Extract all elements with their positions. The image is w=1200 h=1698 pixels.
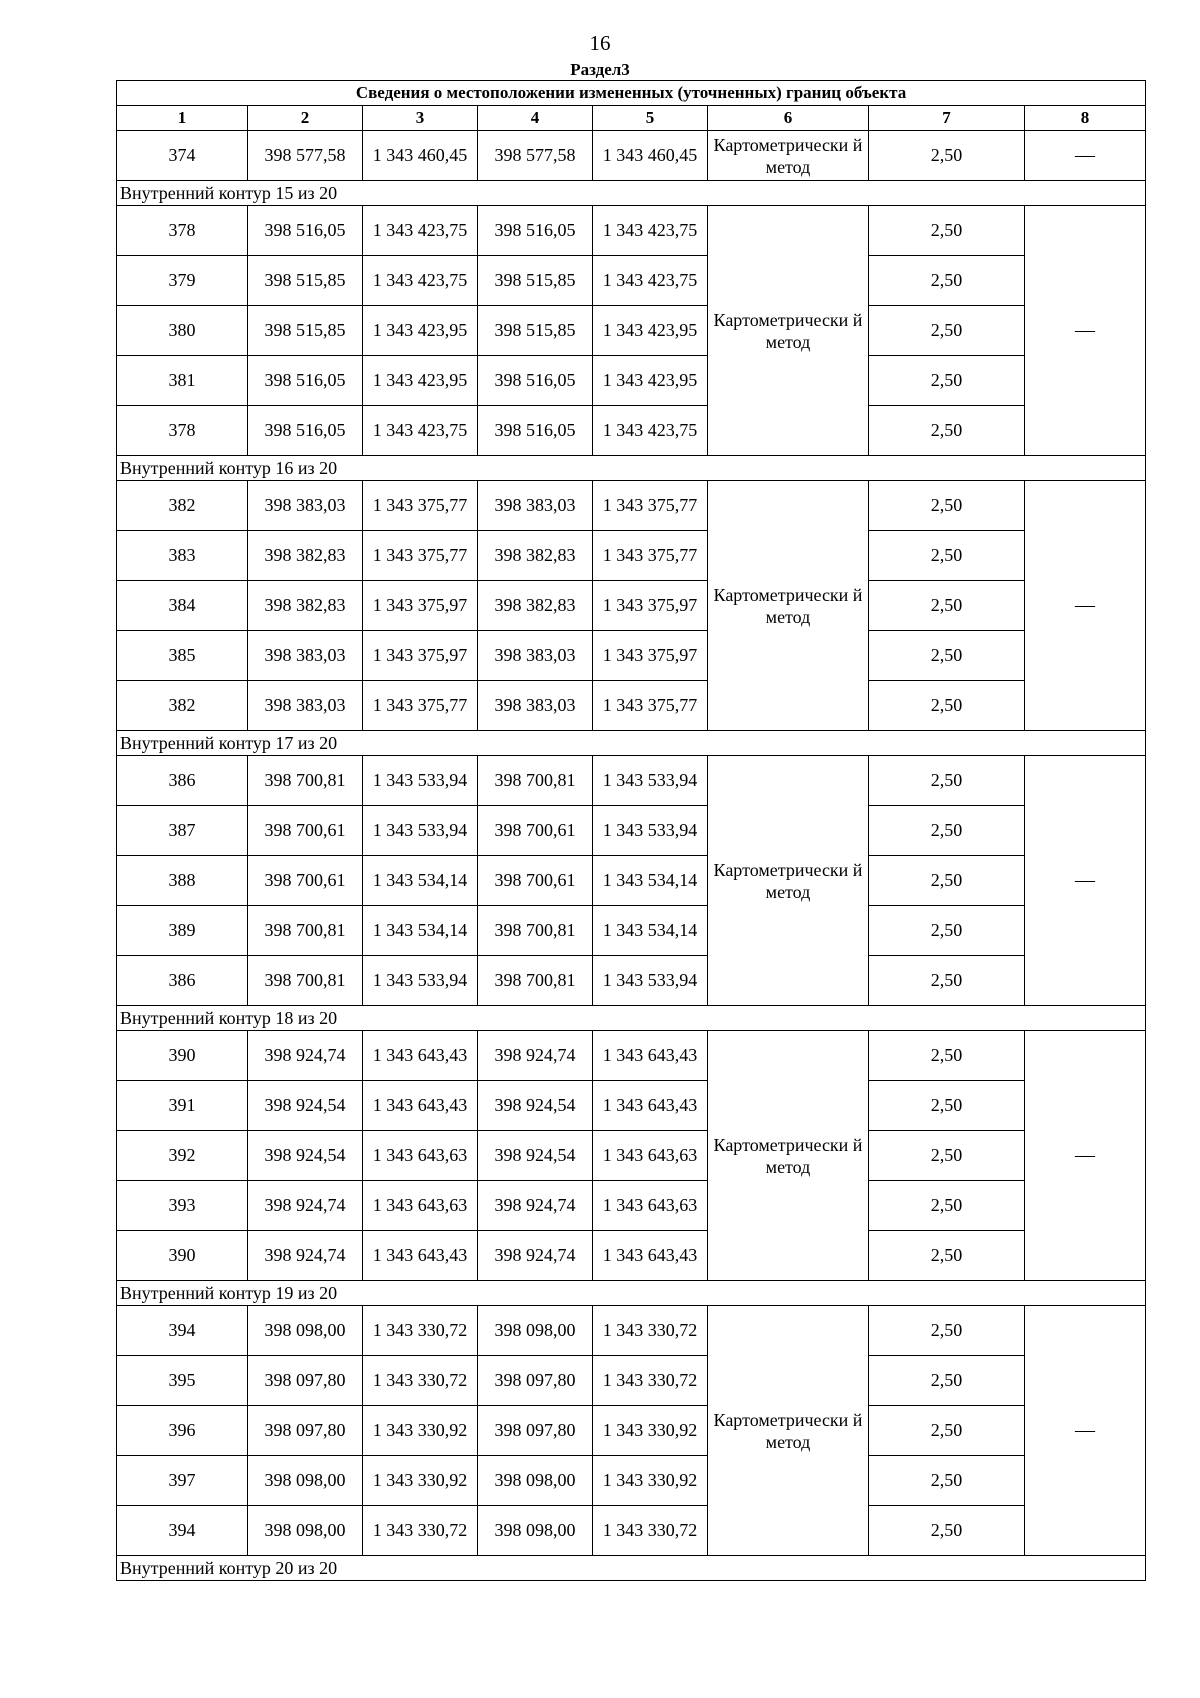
- accuracy-cell: 2,50: [869, 1406, 1025, 1456]
- accuracy-cell: 2,50: [869, 681, 1025, 731]
- coordinate-y: 1 343 375,77: [363, 531, 478, 581]
- coordinate-x: 398 924,74: [248, 1231, 363, 1281]
- point-number: 378: [117, 206, 248, 256]
- accuracy-cell: 2,50: [869, 581, 1025, 631]
- coordinate-x: 398 098,00: [478, 1506, 593, 1556]
- point-number: 391: [117, 1081, 248, 1131]
- point-number: 394: [117, 1306, 248, 1356]
- coordinate-x: 398 383,03: [478, 631, 593, 681]
- col8-cell: —: [1025, 1031, 1146, 1281]
- table-row: [117, 1406, 1146, 1456]
- coordinate-y: 1 343 534,14: [593, 906, 708, 956]
- table-row: [117, 1506, 1146, 1556]
- section-title: Раздел3: [570, 60, 630, 79]
- accuracy-cell: 2,50: [869, 1306, 1025, 1356]
- coordinate-x: 398 383,03: [478, 481, 593, 531]
- coordinate-x: 398 098,00: [248, 1456, 363, 1506]
- point-number: 387: [117, 806, 248, 856]
- coordinate-x: 398 516,05: [248, 406, 363, 456]
- table-row: [117, 856, 1146, 906]
- coordinate-y: 1 343 330,72: [363, 1356, 478, 1406]
- table-row: [117, 481, 1146, 531]
- coordinate-x: 398 924,74: [478, 1031, 593, 1081]
- coordinate-x: 398 516,05: [478, 356, 593, 406]
- contour-label-row: [117, 1006, 1146, 1031]
- point-number: 395: [117, 1356, 248, 1406]
- table-row: [117, 1081, 1146, 1131]
- contour-label: Внутренний контур 17 из 20: [117, 731, 1146, 756]
- column-number: 3: [363, 106, 478, 131]
- coordinate-x: 398 924,74: [478, 1231, 593, 1281]
- coordinate-x: 398 924,54: [478, 1131, 593, 1181]
- coordinates-table: [116, 80, 1146, 1581]
- point-number: 382: [117, 681, 248, 731]
- point-number: 386: [117, 956, 248, 1006]
- col8-cell: —: [1025, 206, 1146, 456]
- contour-label: Внутренний контур 16 из 20: [117, 456, 1146, 481]
- accuracy-cell: 2,50: [869, 1506, 1025, 1556]
- accuracy-cell: 2,50: [869, 806, 1025, 856]
- column-numbers-row: [117, 106, 1146, 131]
- table-row: [117, 206, 1146, 256]
- coordinate-x: 398 516,05: [478, 406, 593, 456]
- table-row: [117, 906, 1146, 956]
- contour-label: Внутренний контур 19 из 20: [117, 1281, 1146, 1306]
- accuracy-cell: 2,50: [869, 481, 1025, 531]
- table-row: [117, 1131, 1146, 1181]
- coordinate-y: 1 343 423,75: [363, 406, 478, 456]
- accuracy-cell: 2,50: [869, 906, 1025, 956]
- table-row: [117, 681, 1146, 731]
- coordinate-y: 1 343 375,77: [593, 481, 708, 531]
- point-number: 388: [117, 856, 248, 906]
- table-row: [117, 306, 1146, 356]
- coordinate-x: 398 383,03: [248, 681, 363, 731]
- accuracy-cell: 2,50: [869, 756, 1025, 806]
- coordinate-x: 398 383,03: [248, 631, 363, 681]
- coordinate-y: 1 343 330,92: [593, 1406, 708, 1456]
- coordinate-y: 1 343 330,72: [593, 1356, 708, 1406]
- contour-label: Внутренний контур 15 из 20: [117, 181, 1146, 206]
- coordinate-y: 1 343 643,43: [593, 1081, 708, 1131]
- column-number: 7: [869, 106, 1025, 131]
- coordinate-x: 398 382,83: [478, 581, 593, 631]
- coordinate-x: 398 516,05: [248, 356, 363, 406]
- point-number: 389: [117, 906, 248, 956]
- method-cell: Картометрически й метод: [708, 1031, 869, 1281]
- contour-label: Внутренний контур 20 из 20: [117, 1556, 1146, 1581]
- coordinate-y: 1 343 330,92: [363, 1456, 478, 1506]
- accuracy-cell: 2,50: [869, 956, 1025, 1006]
- point-number: 382: [117, 481, 248, 531]
- coordinate-y: 1 343 534,14: [363, 856, 478, 906]
- table-row: [117, 581, 1146, 631]
- coordinate-x: 398 924,54: [248, 1131, 363, 1181]
- point-number: 374: [117, 131, 248, 181]
- coordinate-y: 1 343 643,63: [363, 1131, 478, 1181]
- table-row: [117, 806, 1146, 856]
- coordinate-x: 398 097,80: [478, 1406, 593, 1456]
- accuracy-cell: 2,50: [869, 1456, 1025, 1506]
- coordinate-x: 398 700,61: [248, 856, 363, 906]
- accuracy-cell: 2,50: [869, 406, 1025, 456]
- coordinate-y: 1 343 330,72: [593, 1306, 708, 1356]
- coordinate-x: 398 700,81: [478, 956, 593, 1006]
- table-row: [117, 1031, 1146, 1081]
- column-number: 5: [593, 106, 708, 131]
- coordinate-x: 398 515,85: [478, 306, 593, 356]
- contour-label-row: [117, 1281, 1146, 1306]
- table-row: [117, 1181, 1146, 1231]
- point-number: 379: [117, 256, 248, 306]
- point-number: 392: [117, 1131, 248, 1181]
- coordinate-y: 1 343 643,63: [593, 1131, 708, 1181]
- coordinate-y: 1 343 423,95: [363, 356, 478, 406]
- coordinate-y: 1 343 533,94: [593, 806, 708, 856]
- coordinate-x: 398 515,85: [478, 256, 593, 306]
- col8-cell: —: [1025, 131, 1146, 181]
- page-number: 16: [589, 31, 611, 55]
- accuracy-cell: 2,50: [869, 531, 1025, 581]
- coordinate-y: 1 343 330,72: [363, 1306, 478, 1356]
- coordinate-x: 398 515,85: [248, 306, 363, 356]
- point-number: 386: [117, 756, 248, 806]
- coordinate-y: 1 343 330,72: [363, 1506, 478, 1556]
- coordinate-y: 1 343 423,75: [593, 406, 708, 456]
- coordinate-x: 398 700,81: [478, 756, 593, 806]
- table-row: [117, 1356, 1146, 1406]
- coordinate-y: 1 343 643,43: [363, 1081, 478, 1131]
- method-cell: Картометрически й метод: [708, 131, 869, 181]
- col8-cell: —: [1025, 756, 1146, 1006]
- table-row: [117, 406, 1146, 456]
- point-number: 380: [117, 306, 248, 356]
- coordinate-y: 1 343 423,75: [363, 206, 478, 256]
- col8-cell: —: [1025, 481, 1146, 731]
- contour-label-row: [117, 181, 1146, 206]
- accuracy-cell: 2,50: [869, 1081, 1025, 1131]
- table-row: [117, 1231, 1146, 1281]
- coordinate-y: 1 343 423,75: [593, 256, 708, 306]
- accuracy-cell: 2,50: [869, 256, 1025, 306]
- point-number: 390: [117, 1231, 248, 1281]
- contour-label-row: [117, 456, 1146, 481]
- table-caption-row: [117, 81, 1146, 106]
- coordinate-y: 1 343 643,63: [593, 1181, 708, 1231]
- coordinate-x: 398 924,54: [478, 1081, 593, 1131]
- coordinate-x: 398 700,81: [248, 756, 363, 806]
- method-cell: Картометрически й метод: [708, 481, 869, 731]
- point-number: 383: [117, 531, 248, 581]
- coordinate-y: 1 343 423,75: [363, 256, 478, 306]
- coordinate-y: 1 343 375,77: [363, 481, 478, 531]
- accuracy-cell: 2,50: [869, 1131, 1025, 1181]
- coordinate-x: 398 098,00: [248, 1506, 363, 1556]
- coordinate-y: 1 343 533,94: [593, 756, 708, 806]
- coordinate-y: 1 343 330,92: [363, 1406, 478, 1456]
- method-cell: Картометрически й метод: [708, 756, 869, 1006]
- coordinate-y: 1 343 423,75: [593, 206, 708, 256]
- coordinate-x: 398 924,74: [478, 1181, 593, 1231]
- coordinate-x: 398 924,74: [248, 1181, 363, 1231]
- coordinate-y: 1 343 423,95: [593, 306, 708, 356]
- coordinate-y: 1 343 375,97: [363, 581, 478, 631]
- method-cell: Картометрически й метод: [708, 206, 869, 456]
- coordinate-x: 398 700,61: [248, 806, 363, 856]
- coordinate-y: 1 343 533,94: [363, 806, 478, 856]
- accuracy-cell: 2,50: [869, 1231, 1025, 1281]
- contour-label: Внутренний контур 18 из 20: [117, 1006, 1146, 1031]
- coordinate-x: 398 382,83: [248, 581, 363, 631]
- coordinate-x: 398 382,83: [478, 531, 593, 581]
- accuracy-cell: 2,50: [869, 306, 1025, 356]
- coordinate-y: 1 343 375,77: [593, 531, 708, 581]
- coordinate-x: 398 515,85: [248, 256, 363, 306]
- coordinate-x: 398 700,81: [248, 906, 363, 956]
- coordinate-y: 1 343 533,94: [363, 956, 478, 1006]
- coordinate-x: 398 097,80: [248, 1406, 363, 1456]
- point-number: 394: [117, 1506, 248, 1556]
- accuracy-cell: 2,50: [869, 856, 1025, 906]
- accuracy-cell: 2,50: [869, 631, 1025, 681]
- table-row: [117, 631, 1146, 681]
- point-number: 396: [117, 1406, 248, 1456]
- table-row: [117, 356, 1146, 406]
- coordinate-y: 1 343 643,43: [363, 1231, 478, 1281]
- coordinate-y: 1 343 534,14: [593, 856, 708, 906]
- point-number: 385: [117, 631, 248, 681]
- coordinate-x: 398 098,00: [478, 1456, 593, 1506]
- coordinate-y: 1 343 643,43: [593, 1031, 708, 1081]
- accuracy-cell: 2,50: [869, 131, 1025, 181]
- accuracy-cell: 2,50: [869, 356, 1025, 406]
- accuracy-cell: 2,50: [869, 206, 1025, 256]
- coordinate-x: 398 098,00: [478, 1306, 593, 1356]
- col8-cell: —: [1025, 1306, 1146, 1556]
- coordinate-y: 1 343 375,97: [593, 581, 708, 631]
- coordinate-y: 1 343 460,45: [363, 131, 478, 181]
- point-number: 393: [117, 1181, 248, 1231]
- coordinate-y: 1 343 643,43: [593, 1231, 708, 1281]
- point-number: 378: [117, 406, 248, 456]
- accuracy-cell: 2,50: [869, 1356, 1025, 1406]
- point-number: 381: [117, 356, 248, 406]
- table-row: [117, 531, 1146, 581]
- accuracy-cell: 2,50: [869, 1181, 1025, 1231]
- coordinate-x: 398 700,81: [248, 956, 363, 1006]
- coordinate-x: 398 382,83: [248, 531, 363, 581]
- coordinate-x: 398 516,05: [478, 206, 593, 256]
- table-row: [117, 756, 1146, 806]
- coordinate-y: 1 343 534,14: [363, 906, 478, 956]
- coordinate-x: 398 700,61: [478, 806, 593, 856]
- method-cell: Картометрически й метод: [708, 1306, 869, 1556]
- coordinate-x: 398 700,61: [478, 856, 593, 906]
- contour-label-row: [117, 1556, 1146, 1581]
- point-number: 384: [117, 581, 248, 631]
- point-number: 390: [117, 1031, 248, 1081]
- coordinate-y: 1 343 375,77: [363, 681, 478, 731]
- coordinate-x: 398 577,58: [248, 131, 363, 181]
- coordinate-y: 1 343 330,92: [593, 1456, 708, 1506]
- table-row: [117, 131, 1146, 181]
- table-row: [117, 1456, 1146, 1506]
- coordinate-x: 398 097,80: [248, 1356, 363, 1406]
- column-number: 1: [117, 106, 248, 131]
- coordinate-x: 398 577,58: [478, 131, 593, 181]
- column-number: 6: [708, 106, 869, 131]
- coordinate-x: 398 516,05: [248, 206, 363, 256]
- table-row: [117, 256, 1146, 306]
- accuracy-cell: 2,50: [869, 1031, 1025, 1081]
- coordinate-y: 1 343 533,94: [593, 956, 708, 1006]
- coordinate-x: 398 098,00: [248, 1306, 363, 1356]
- coordinate-x: 398 700,81: [478, 906, 593, 956]
- coordinate-x: 398 097,80: [478, 1356, 593, 1406]
- coordinate-x: 398 383,03: [248, 481, 363, 531]
- coordinate-y: 1 343 533,94: [363, 756, 478, 806]
- column-number: 8: [1025, 106, 1146, 131]
- coordinate-y: 1 343 375,97: [593, 631, 708, 681]
- table-caption: Сведения о местоположении измененных (уточненных) границ объекта: [117, 81, 1146, 106]
- coordinate-y: 1 343 375,97: [363, 631, 478, 681]
- coordinate-y: 1 343 423,95: [363, 306, 478, 356]
- coordinate-x: 398 383,03: [478, 681, 593, 731]
- coordinate-x: 398 924,54: [248, 1081, 363, 1131]
- column-number: 4: [478, 106, 593, 131]
- point-number: 397: [117, 1456, 248, 1506]
- table-row: [117, 956, 1146, 1006]
- column-number: 2: [248, 106, 363, 131]
- coordinate-y: 1 343 643,63: [363, 1181, 478, 1231]
- coordinate-y: 1 343 643,43: [363, 1031, 478, 1081]
- coordinate-y: 1 343 423,95: [593, 356, 708, 406]
- table-row: [117, 1306, 1146, 1356]
- coordinate-y: 1 343 375,77: [593, 681, 708, 731]
- contour-label-row: [117, 731, 1146, 756]
- coordinate-x: 398 924,74: [248, 1031, 363, 1081]
- coordinate-y: 1 343 460,45: [593, 131, 708, 181]
- coordinate-y: 1 343 330,72: [593, 1506, 708, 1556]
